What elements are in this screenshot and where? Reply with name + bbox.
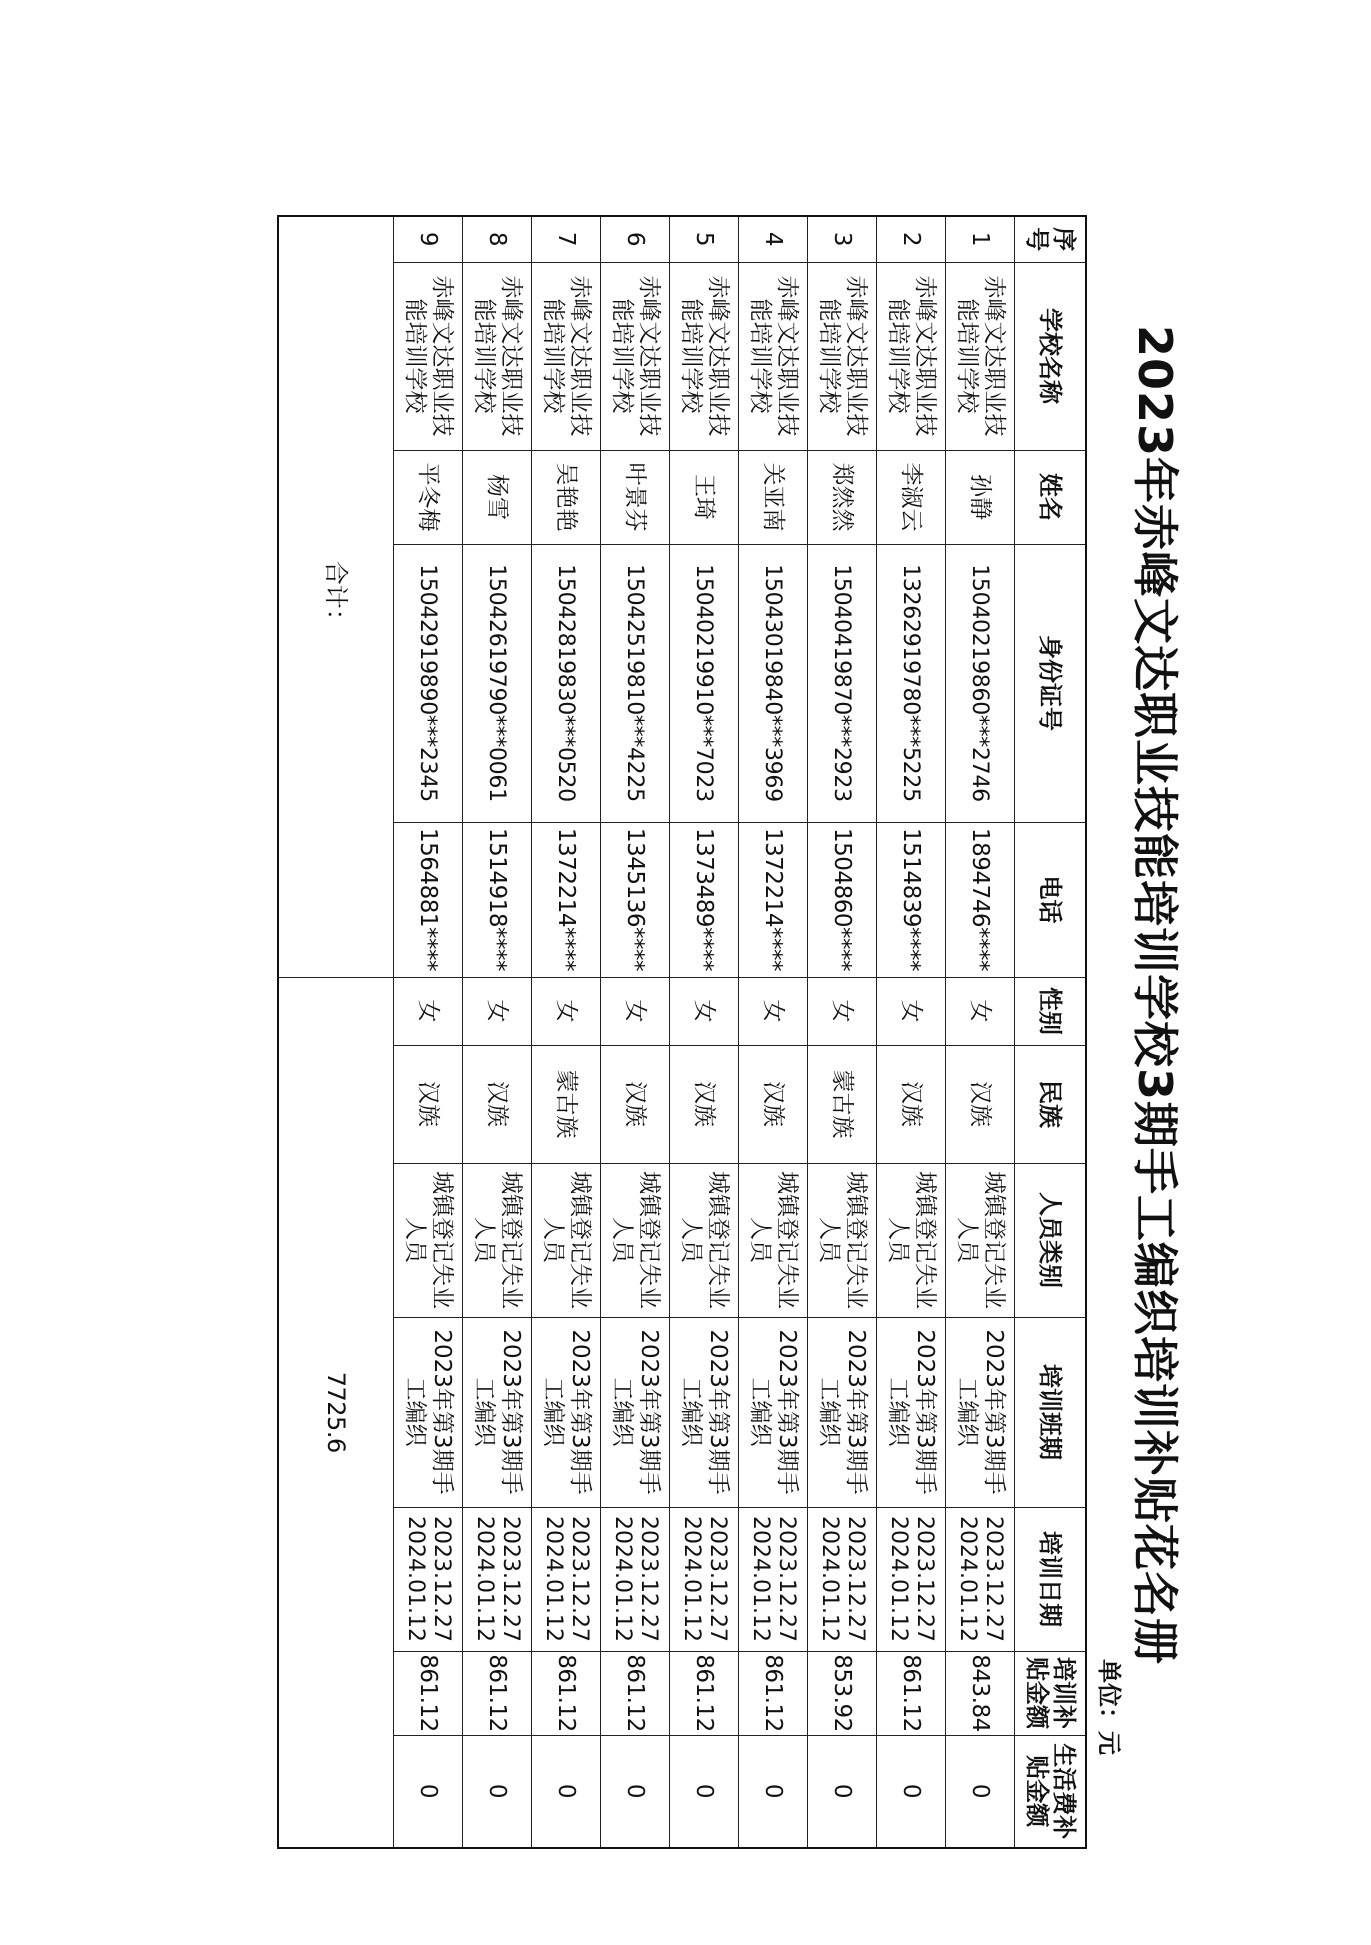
date-end: 2024.01.12	[679, 1516, 704, 1642]
table-row	[394, 216, 463, 1848]
cell-ethnicity: 蒙古族	[532, 1045, 601, 1163]
total-value: 7725.6	[278, 977, 394, 1848]
cell-living: 0	[532, 1735, 601, 1848]
roster-table	[277, 215, 1087, 1849]
date-start: 2023.12.27	[498, 1516, 523, 1642]
cell-id: 15040219910***7023	[670, 544, 739, 822]
cell-seq: 3	[808, 216, 877, 262]
cell-seq: 2	[877, 216, 946, 262]
total-row	[278, 216, 394, 1848]
table-row	[532, 216, 601, 1848]
cell-class: 2023年第3期手工编织	[739, 1317, 808, 1507]
cell-seq: 8	[463, 216, 532, 262]
cell-category: 城镇登记失业人员	[601, 1163, 670, 1317]
cell-ethnicity: 汉族	[394, 1045, 463, 1163]
cell-living: 0	[739, 1735, 808, 1848]
cell-id: 13262919780***5225	[877, 544, 946, 822]
header-class: 培训班期	[1015, 1317, 1087, 1507]
date-end: 2024.01.12	[748, 1516, 773, 1642]
cell-name: 叶景芬	[601, 450, 670, 544]
cell-category: 城镇登记失业人员	[463, 1163, 532, 1317]
roster-document	[305, 215, 1185, 1840]
cell-subsidy: 861.12	[532, 1651, 601, 1735]
cell-school: 赤峰文达职业技能培训学校	[601, 262, 670, 450]
cell-seq: 6	[601, 216, 670, 262]
cell-school: 赤峰文达职业技能培训学校	[532, 262, 601, 450]
date-start: 2023.12.27	[843, 1516, 868, 1642]
cell-seq: 9	[394, 216, 463, 262]
cell-school: 赤峰文达职业技能培训学校	[877, 262, 946, 450]
cell-name: 郑然然	[808, 450, 877, 544]
header-category: 人员类别	[1015, 1163, 1087, 1317]
table-row	[739, 216, 808, 1848]
cell-seq: 7	[532, 216, 601, 262]
cell-phone: 1894746****	[946, 822, 1015, 977]
cell-ethnicity: 蒙古族	[808, 1045, 877, 1163]
cell-phone: 1514839****	[877, 822, 946, 977]
cell-phone: 1372214****	[739, 822, 808, 977]
cell-ethnicity: 汉族	[877, 1045, 946, 1163]
cell-dates	[877, 1507, 946, 1651]
date-end: 2024.01.12	[403, 1516, 428, 1642]
cell-living: 0	[601, 1735, 670, 1848]
header-ethnicity: 民族	[1015, 1045, 1087, 1163]
cell-gender: 女	[463, 977, 532, 1045]
cell-phone: 1514918****	[463, 822, 532, 977]
cell-ethnicity: 汉族	[670, 1045, 739, 1163]
cell-school: 赤峰文达职业技能培训学校	[808, 262, 877, 450]
cell-gender: 女	[877, 977, 946, 1045]
cell-school: 赤峰文达职业技能培训学校	[394, 262, 463, 450]
cell-subsidy: 853.92	[808, 1651, 877, 1735]
cell-ethnicity: 汉族	[946, 1045, 1015, 1163]
cell-name: 王琦	[670, 450, 739, 544]
cell-class: 2023年第3期手工编织	[808, 1317, 877, 1507]
cell-id: 15043019840***3969	[739, 544, 808, 822]
date-end: 2024.01.12	[472, 1516, 497, 1642]
table-row	[877, 216, 946, 1848]
cell-gender: 女	[670, 977, 739, 1045]
cell-dates	[394, 1507, 463, 1651]
cell-subsidy: 861.12	[394, 1651, 463, 1735]
table-row	[463, 216, 532, 1848]
cell-class: 2023年第3期手工编织	[394, 1317, 463, 1507]
table-row	[808, 216, 877, 1848]
cell-class: 2023年第3期手工编织	[532, 1317, 601, 1507]
cell-seq: 1	[946, 216, 1015, 262]
cell-category: 城镇登记失业人员	[739, 1163, 808, 1317]
table-row	[670, 216, 739, 1848]
cell-id: 15040419870***2923	[808, 544, 877, 822]
cell-dates	[808, 1507, 877, 1651]
date-start: 2023.12.27	[636, 1516, 661, 1642]
header-living: 生活费补贴金额	[1015, 1735, 1087, 1848]
cell-school: 赤峰文达职业技能培训学校	[739, 262, 808, 450]
cell-subsidy: 861.12	[601, 1651, 670, 1735]
cell-name: 杨雪	[463, 450, 532, 544]
cell-class: 2023年第3期手工编织	[670, 1317, 739, 1507]
cell-seq: 5	[670, 216, 739, 262]
document-title: 2023年赤峰文达职业技能培训学校3期手工编织培训补贴花名册	[1128, 324, 1182, 1666]
date-start: 2023.12.27	[429, 1516, 454, 1642]
cell-gender: 女	[808, 977, 877, 1045]
cell-class: 2023年第3期手工编织	[946, 1317, 1015, 1507]
cell-living: 0	[877, 1735, 946, 1848]
cell-subsidy: 861.12	[670, 1651, 739, 1735]
header-name: 姓名	[1015, 450, 1087, 544]
cell-ethnicity: 汉族	[463, 1045, 532, 1163]
date-start: 2023.12.27	[912, 1516, 937, 1642]
cell-subsidy: 843.84	[946, 1651, 1015, 1735]
unit-label: 单位：元	[1095, 1659, 1123, 1755]
date-end: 2024.01.12	[817, 1516, 842, 1642]
cell-ethnicity: 汉族	[601, 1045, 670, 1163]
date-end: 2024.01.12	[610, 1516, 635, 1642]
total-label: 合计：	[278, 216, 394, 977]
cell-dates	[670, 1507, 739, 1651]
cell-category: 城镇登记失业人员	[946, 1163, 1015, 1317]
cell-living: 0	[808, 1735, 877, 1848]
cell-school: 赤峰文达职业技能培训学校	[670, 262, 739, 450]
cell-gender: 女	[601, 977, 670, 1045]
cell-class: 2023年第3期手工编织	[877, 1317, 946, 1507]
cell-category: 城镇登记失业人员	[877, 1163, 946, 1317]
cell-id: 15040219860***2746	[946, 544, 1015, 822]
date-end: 2024.01.12	[886, 1516, 911, 1642]
cell-gender: 女	[946, 977, 1015, 1045]
cell-living: 0	[463, 1735, 532, 1848]
cell-category: 城镇登记失业人员	[808, 1163, 877, 1317]
cell-subsidy: 861.12	[739, 1651, 808, 1735]
date-end: 2024.01.12	[541, 1516, 566, 1642]
cell-school: 赤峰文达职业技能培训学校	[463, 262, 532, 450]
cell-id: 15042919890***2345	[394, 544, 463, 822]
cell-dates	[739, 1507, 808, 1651]
cell-dates	[946, 1507, 1015, 1651]
cell-id: 15042619790***0061	[463, 544, 532, 822]
cell-phone: 1372214****	[532, 822, 601, 977]
header-gender: 性别	[1015, 977, 1087, 1045]
table-row	[601, 216, 670, 1848]
header-id: 身份证号	[1015, 544, 1087, 822]
cell-subsidy: 861.12	[877, 1651, 946, 1735]
cell-dates	[601, 1507, 670, 1651]
cell-subsidy: 861.12	[463, 1651, 532, 1735]
date-end: 2024.01.12	[955, 1516, 980, 1642]
cell-name: 吴艳艳	[532, 450, 601, 544]
date-start: 2023.12.27	[567, 1516, 592, 1642]
cell-class: 2023年第3期手工编织	[463, 1317, 532, 1507]
header-subsidy: 培训补贴金额	[1015, 1651, 1087, 1735]
cell-phone: 1345136****	[601, 822, 670, 977]
cell-ethnicity: 汉族	[739, 1045, 808, 1163]
cell-phone: 1564881****	[394, 822, 463, 977]
header-phone: 电话	[1015, 822, 1087, 977]
date-start: 2023.12.27	[705, 1516, 730, 1642]
cell-name: 关亚南	[739, 450, 808, 544]
cell-living: 0	[946, 1735, 1015, 1848]
cell-gender: 女	[532, 977, 601, 1045]
table-row	[946, 216, 1015, 1848]
cell-phone: 1504860****	[808, 822, 877, 977]
cell-seq: 4	[739, 216, 808, 262]
table-header-row	[1015, 216, 1087, 1848]
cell-gender: 女	[394, 977, 463, 1045]
cell-id: 15042519810***4225	[601, 544, 670, 822]
cell-school: 赤峰文达职业技能培训学校	[946, 262, 1015, 450]
header-dates: 培训日期	[1015, 1507, 1087, 1651]
cell-name: 孙静	[946, 450, 1015, 544]
cell-living: 0	[394, 1735, 463, 1848]
cell-category: 城镇登记失业人员	[394, 1163, 463, 1317]
cell-dates	[463, 1507, 532, 1651]
cell-name: 李淑云	[877, 450, 946, 544]
cell-dates	[532, 1507, 601, 1651]
cell-id: 15042819830***0520	[532, 544, 601, 822]
header-school: 学校名称	[1015, 262, 1087, 450]
cell-gender: 女	[739, 977, 808, 1045]
cell-name: 平冬梅	[394, 450, 463, 544]
cell-category: 城镇登记失业人员	[670, 1163, 739, 1317]
cell-category: 城镇登记失业人员	[532, 1163, 601, 1317]
date-start: 2023.12.27	[774, 1516, 799, 1642]
cell-living: 0	[670, 1735, 739, 1848]
cell-phone: 1373489****	[670, 822, 739, 977]
date-start: 2023.12.27	[981, 1516, 1006, 1642]
cell-class: 2023年第3期手工编织	[601, 1317, 670, 1507]
header-seq: 序号	[1015, 216, 1087, 262]
